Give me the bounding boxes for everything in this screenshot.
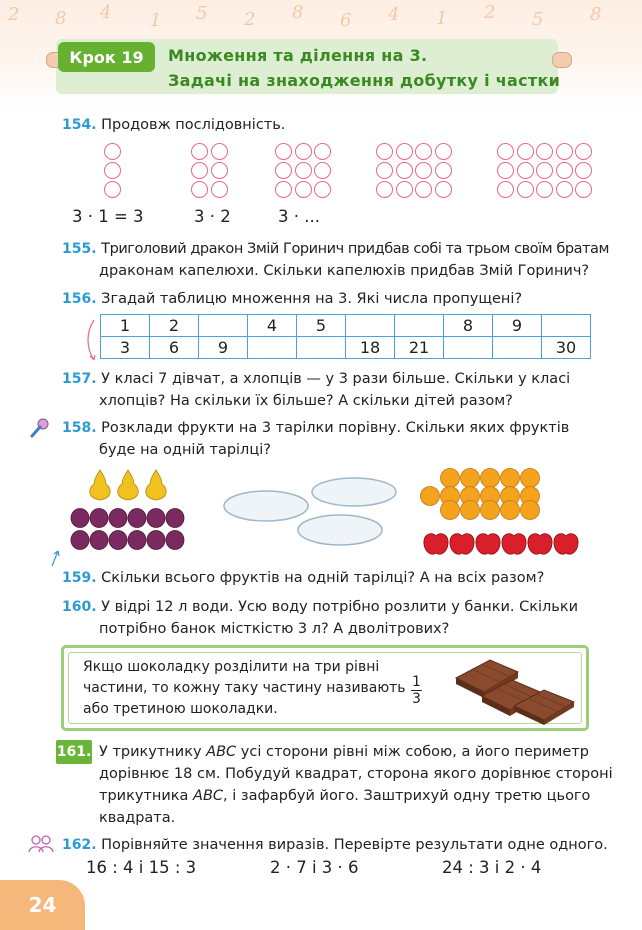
arrow-icon [84,318,98,362]
chocolate-bar-illustration [452,654,582,726]
decor-digit: 2 [484,2,496,23]
circle-icon [575,143,592,160]
sequence-expression-1: 3 · 1 = 3 [72,207,144,226]
circle-icon [497,181,514,198]
apple-icon [476,534,500,555]
comparison-expression-3: 24 : 3 і 2 · 4 [442,858,542,877]
plate-icon [224,491,308,521]
tangerine-icon [461,469,480,488]
circle-icon [191,143,208,160]
circle-icon [435,143,452,160]
task-number: 155. [62,241,97,257]
circle-icon [275,143,292,160]
plum-icon [71,531,89,550]
task-text-line1: Розклади фрукти на 3 тарілки порівну. Скільки яких фруктів [101,420,570,436]
plum-icon [166,531,184,550]
task-number: 154. [62,117,97,133]
tangerine-icon [441,469,460,488]
plum-icon [109,509,127,528]
task-text-line2: хлопців? На скільки їх більше? А скільки дітей разом? [99,393,513,409]
task-number: 158. [62,420,97,436]
tangerine-icon [421,487,440,506]
table-cell [542,315,591,337]
task-text-line2: потрібно банок місткістю 3 л? А дволітрових? [99,621,450,637]
circle-icon [104,143,121,160]
circle-icon [191,181,208,198]
table-row [101,337,591,359]
tangerine-icon [501,501,520,520]
task-text-line2: драконам капелюхи. Скільки капелюхів придбав Змій Горинич? [99,263,590,279]
comparison-expression-1: 16 : 4 і 15 : 3 [86,858,197,877]
task-number: 157. [62,371,97,387]
circle-icon [435,181,452,198]
plum-icon [128,531,146,550]
circle-icon [556,162,573,179]
circle-icon [295,143,312,160]
decor-digit: 8 [590,4,602,25]
table-cell [444,337,493,359]
table-cell: 1 [101,315,150,337]
table-cell [248,337,297,359]
task-text-line1: Триголовий дракон Змій Горинич придбав собі та трьом своїм братам [101,241,609,257]
plum-icon [71,509,89,528]
circle-icon [536,162,553,179]
circle-icon [415,143,432,160]
table-cell [493,337,542,359]
plum-icon [71,509,184,550]
task-156 [62,288,522,310]
task-text-line2: дорівнює 18 см. Побудуй квадрат, сторона якого дорівнює стороні [99,766,613,782]
plate-icon [312,478,396,506]
apple-icon [424,534,578,555]
lesson-title-line1: Множення та ділення на 3. [168,46,428,65]
sequence-expression-2: 3 · 2 [194,207,231,226]
task-number-badge: 161. [56,740,92,764]
microphone-icon [28,416,52,440]
sequence-expression-3: 3 · ... [278,207,320,226]
table-cell: 5 [297,315,346,337]
tangerines-and-apples-illustration [420,466,582,558]
tangerine-icon [521,501,540,520]
table-cell [297,337,346,359]
task-155 [62,238,609,282]
circle-icon [415,162,432,179]
rule-text-line1: Якщо шоколадку розділити на три рівні [83,659,380,675]
pears-and-plums-illustration [70,466,190,558]
task-160 [62,596,578,640]
task-161 [99,741,613,829]
circle-icon [536,143,553,160]
circle-icon [497,143,514,160]
circle-icon [497,162,514,179]
decor-digit: 5 [196,3,208,24]
plum-icon [90,509,108,528]
task-number: 160. [62,599,97,615]
circle-icon [275,181,292,198]
circle-icon [575,181,592,198]
decor-digit: 2 [8,4,20,25]
rule-text-line2: частини, то кожну таку частину називають [83,680,406,696]
table-cell: 3 [101,337,150,359]
task-158 [62,417,569,461]
circle-icon [314,143,331,160]
circle-icon [275,162,292,179]
task-text-line1: У класі 7 дівчат, а хлопців — у 3 рази більше. Скільки у класі [101,371,571,387]
circle-icon [211,143,228,160]
decor-digit: 6 [340,10,352,31]
circle-icon [104,181,121,198]
circle-icon [191,162,208,179]
circle-icon [104,162,121,179]
arrow-icon [48,548,62,568]
apple-icon [528,534,552,555]
circle-icon [211,181,228,198]
plum-icon [166,509,184,528]
task-text-line1: У відрі 12 л води. Усю воду потрібно розлити у банки. Скільки [101,599,579,615]
task-text-line2: буде на одній тарілці? [99,442,271,458]
tangerine-icon [521,469,540,488]
task-157 [62,368,570,412]
plum-icon [109,531,127,550]
task-text: Продовж послідовність. [101,117,286,133]
table-cell: 8 [444,315,493,337]
plum-icon [147,509,165,528]
decor-digit: 8 [292,2,304,23]
plum-icon [128,509,146,528]
fraction-denominator: 3 [412,691,421,707]
circle-icon [517,162,534,179]
circle-icon [396,143,413,160]
table-cell: 18 [346,337,395,359]
circle-icon [556,181,573,198]
circle-icon [396,181,413,198]
tangerine-icon [461,501,480,520]
decor-digit: 5 [532,9,544,30]
task-number: 159. [62,570,97,586]
multiplication-table [100,314,591,359]
table-cell [346,315,395,337]
apple-icon [554,534,578,555]
plum-icon [90,531,108,550]
table-cell [199,315,248,337]
step-badge: Крок 19 [58,42,155,72]
circle-icon [536,181,553,198]
decor-digit: 8 [55,8,67,29]
tangerine-icon [501,469,520,488]
tangerine-icon [421,469,540,520]
task-number: 156. [62,291,97,307]
table-cell: 6 [150,337,199,359]
plate-icon [298,515,382,545]
tangerine-icon [481,501,500,520]
apple-icon [502,534,526,555]
circle-icon [435,162,452,179]
circle-icon [211,162,228,179]
circle-icon [314,162,331,179]
decor-digit: 1 [436,8,448,29]
pear-icon [90,470,167,500]
fraction-one-third [411,674,422,707]
table-cell: 9 [493,315,542,337]
table-cell: 21 [395,337,444,359]
apple-icon [450,534,474,555]
circle-icon [396,162,413,179]
circle-icon [314,181,331,198]
comparison-expression-2: 2 · 7 і 3 · 6 [270,858,359,877]
rule-text [83,657,406,720]
circle-icon [517,181,534,198]
decor-digit: 4 [388,4,400,25]
circle-icon [556,143,573,160]
tangerine-icon [441,501,460,520]
task-text: Скільки всього фруктів на одній тарілці? А на всіх разом? [101,570,545,586]
page-number: 24 [0,880,85,930]
table-cell: 30 [542,337,591,359]
tangerine-icon [481,469,500,488]
task-text-line1: У трикутнику ABC усі сторони рівні між собою, а його периметр [99,744,589,760]
table-cell: 4 [248,315,297,337]
decor-digit: 2 [244,9,256,30]
lesson-title-line2: Задачі на знаходження добутку і частки [168,71,561,90]
table-cell [395,315,444,337]
decor-digit: 4 [100,2,112,23]
task-text: Згадай таблицю множення на 3. Які числа пропущені? [101,291,523,307]
plum-icon [147,531,165,550]
task-text-line3: трикутника ABC, і зафарбуй його. Заштрихуй одну третю цього [99,788,591,804]
fraction-numerator: 1 [412,674,421,690]
task-text-line4: квадрата. [99,810,176,826]
task-162 [62,834,608,856]
circle-icon [575,162,592,179]
circle-icon [517,143,534,160]
table-cell: 2 [150,315,199,337]
circle-icon [376,162,393,179]
task-number: 162. [62,837,97,853]
apple-icon [424,534,448,555]
circle-icon [376,181,393,198]
circle-icon [295,162,312,179]
table-cell: 9 [199,337,248,359]
circle-icon [376,143,393,160]
plates-illustration [220,472,400,556]
table-row [101,315,591,337]
pair-work-icon [28,834,54,854]
decor-digit: 1 [150,10,162,31]
task-text: Порівняйте значення виразів. Перевірте результати одне одного. [101,837,608,853]
rule-text-line3: або третиною шоколадки. [83,701,278,717]
task-159 [62,567,544,589]
circle-pattern [0,0,642,210]
circle-icon [295,181,312,198]
circle-icon [415,181,432,198]
